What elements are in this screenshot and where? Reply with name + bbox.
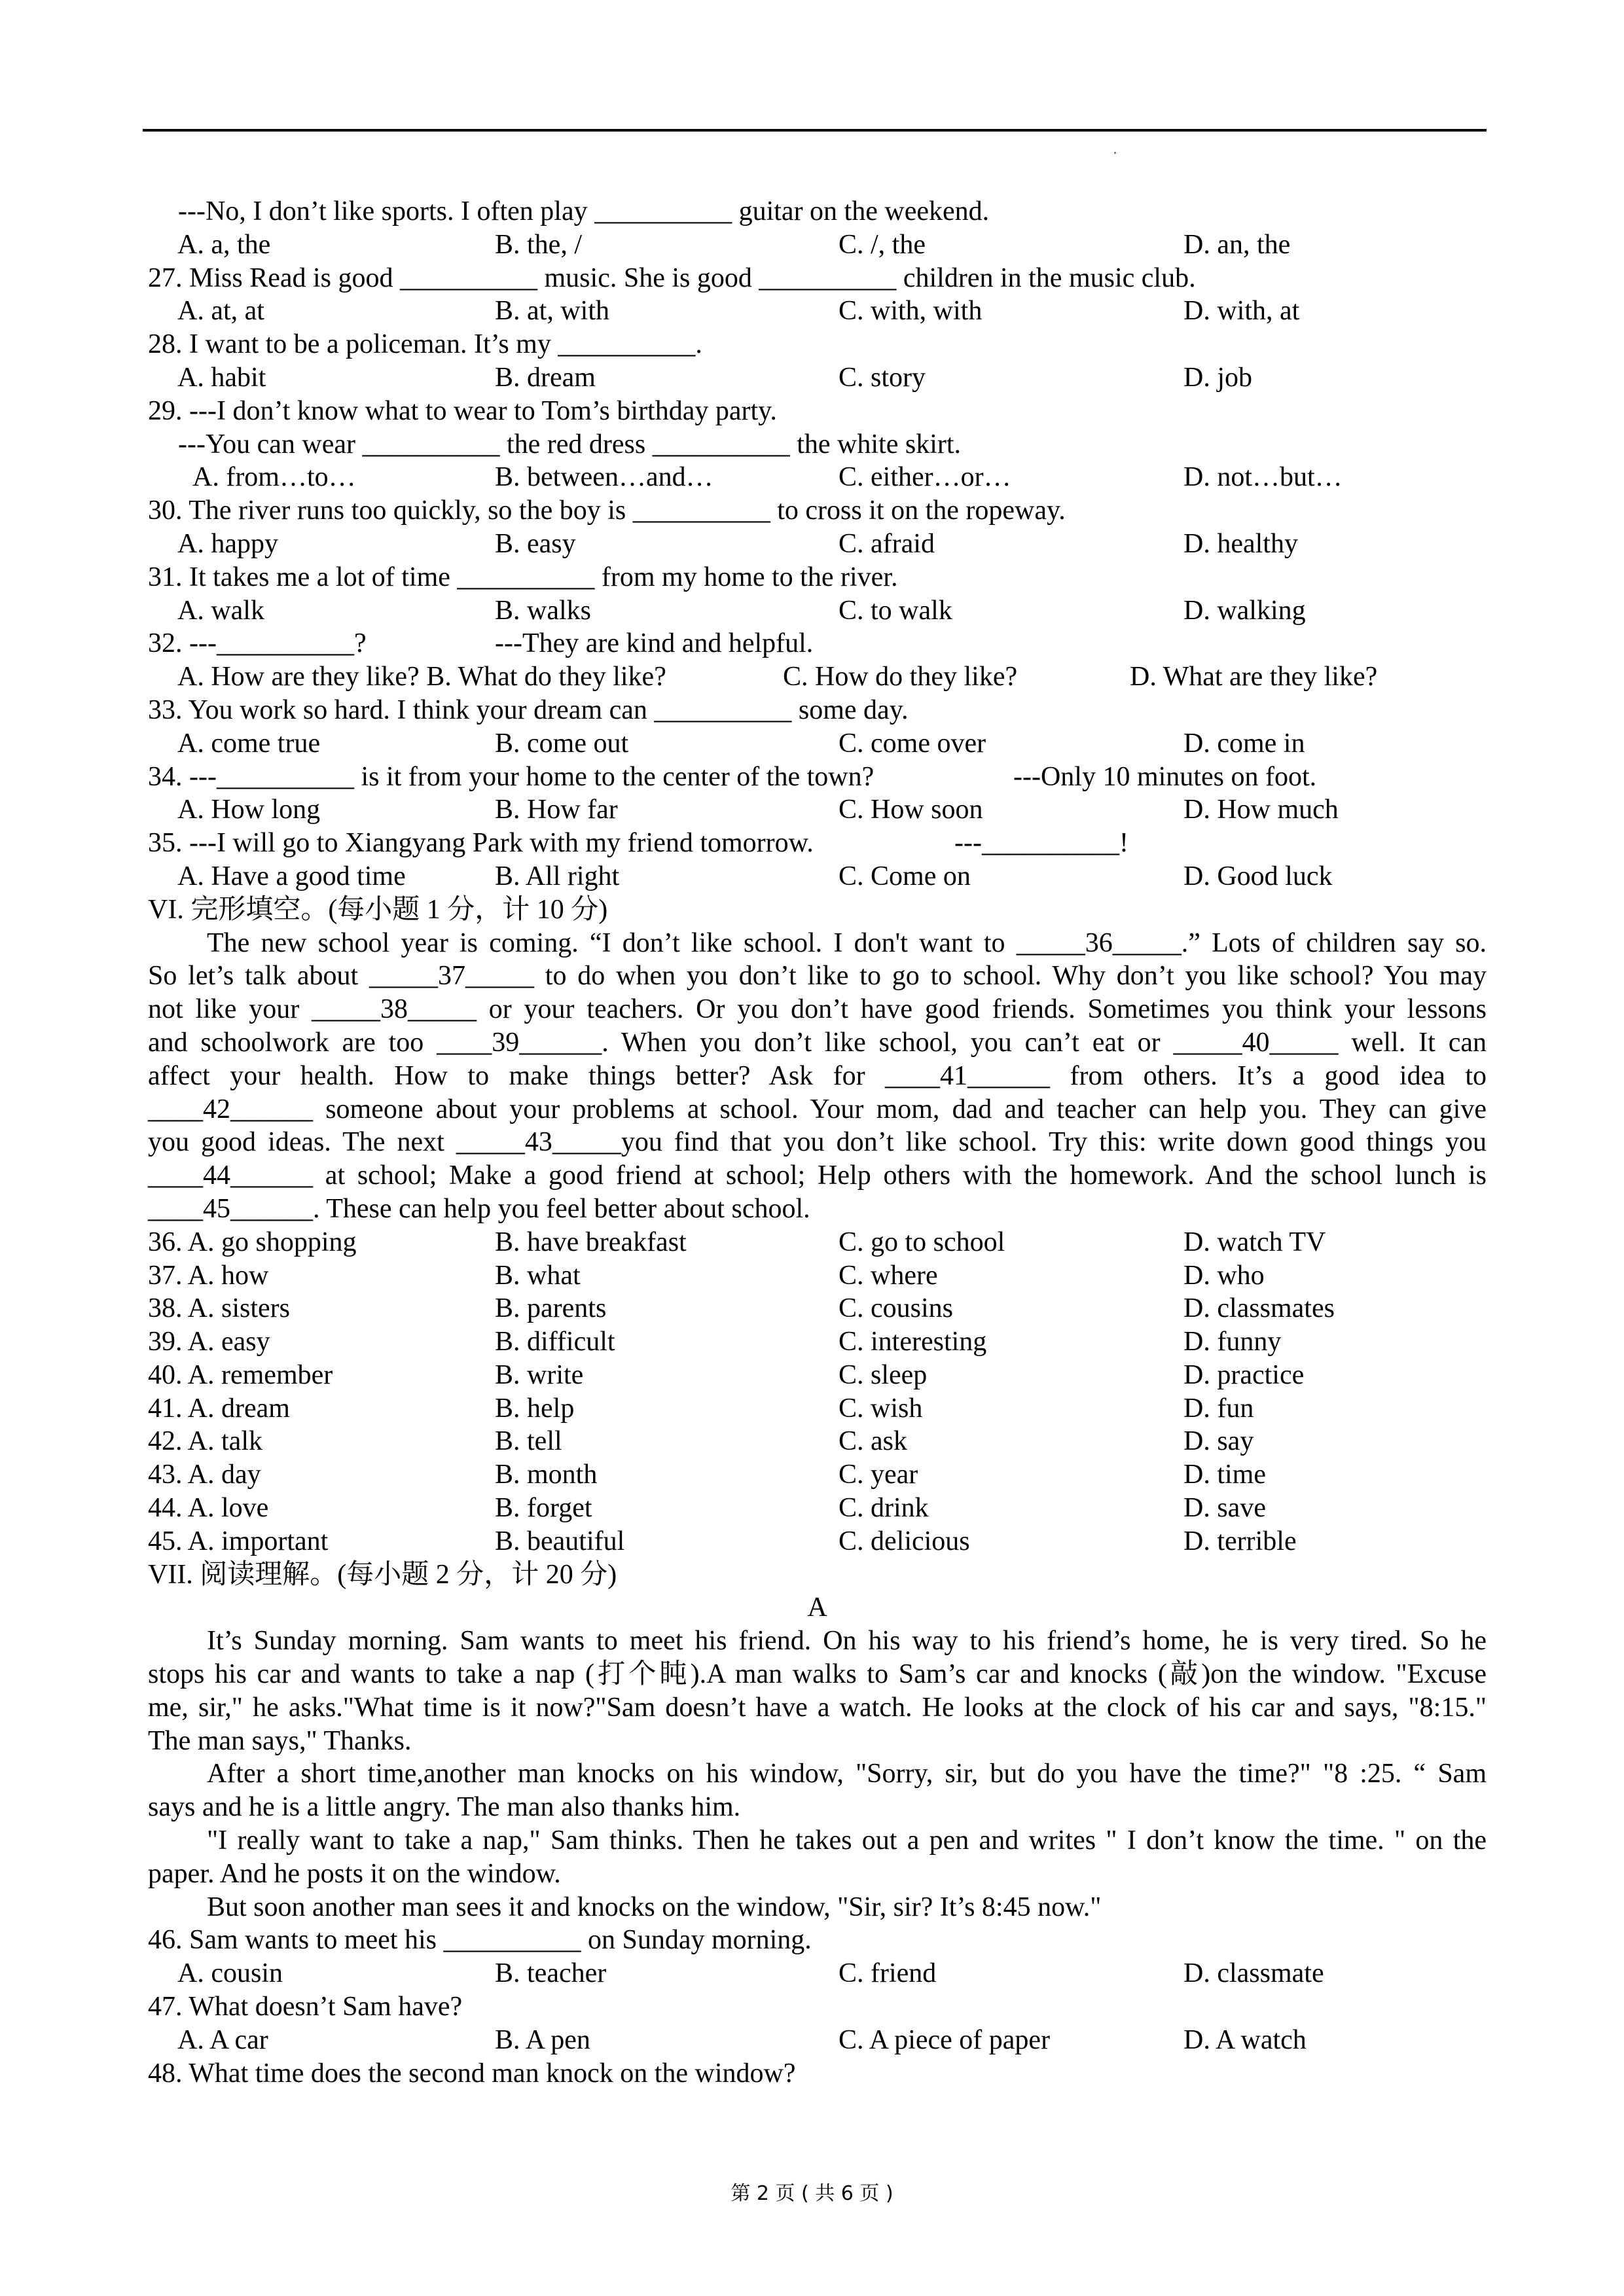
- q37-option-d: D. who: [1183, 1260, 1265, 1291]
- q32-options: [148, 660, 1487, 694]
- q42-option-a: 42. A. talk: [148, 1426, 262, 1457]
- q26-option-c: C. /, the: [839, 229, 926, 260]
- q44-option-c: C. drink: [839, 1493, 929, 1524]
- q31-option-b: B. walks: [495, 595, 591, 626]
- q28-stem: 28. I want to be a policeman. It’s my __________.: [148, 329, 702, 360]
- q46-option-a: A. cousin: [177, 1958, 283, 1989]
- q31-option-c: C. to walk: [839, 595, 952, 626]
- q46-option-b: B. teacher: [495, 1958, 607, 1989]
- q45-option-c: C. delicious: [839, 1526, 970, 1556]
- q30-options: [148, 528, 1487, 561]
- q46-options: [148, 1957, 1487, 1990]
- passage-line: me, sir," he asks."What time is it now?"Sam doesn’t have a watch. He looks at the clock of his car and says, "8:15.": [148, 1692, 1487, 1723]
- q34-option-d: D. How much: [1183, 795, 1339, 825]
- q28-option-c: C. story: [839, 362, 926, 393]
- q40-option-c: C. sleep: [839, 1359, 928, 1390]
- passage-line: says and he is a little angry. The man also thanks him.: [148, 1792, 741, 1823]
- q42-option-c: C. ask: [839, 1426, 907, 1457]
- q34-reply: ---Only 10 minutes on foot.: [1013, 761, 1317, 792]
- passage-line: The man says," Thanks.: [148, 1725, 412, 1756]
- cloze-line: you good ideas. The next _____43_____you find that you don’t like school. Try this: write down good things you: [148, 1127, 1487, 1158]
- q32-reply: ---They are kind and helpful.: [495, 628, 814, 659]
- passage-line: But soon another man sees it and knocks on the window, "Sir, sir? It’s 8:45 now.": [207, 1892, 1102, 1922]
- q43-option-d: D. time: [1183, 1460, 1266, 1490]
- page-content: [148, 195, 1487, 2090]
- q41-option-a: 41. A. dream: [148, 1393, 290, 1424]
- cloze-line: So let’s talk about _____37_____ to do when you don’t like to go to school. Why don’t you like school? You may: [148, 961, 1487, 992]
- q29-options: [148, 461, 1487, 494]
- q35-option-a: A. Have a good time: [177, 861, 406, 891]
- passage-a-label: A: [807, 1592, 827, 1623]
- q43-option-a: 43. A. day: [148, 1460, 261, 1490]
- q29-option-b: B. between…and…: [495, 462, 713, 493]
- q41-option-b: B. help: [495, 1393, 575, 1424]
- q34-line: [148, 761, 1487, 794]
- passage-line: paper. And he posts it on the window.: [148, 1858, 561, 1889]
- q45-option-d: D. terrible: [1183, 1526, 1297, 1556]
- q32-line: [148, 627, 1487, 660]
- cloze-q42: [148, 1425, 1487, 1458]
- q34-option-c: C. How soon: [839, 795, 983, 825]
- q34-stem: 34. ---__________ is it from your home to the center of the town?: [148, 761, 875, 792]
- cloze-passage: [148, 927, 1487, 1226]
- cloze-q43: [148, 1458, 1487, 1492]
- q46-option-c: C. friend: [839, 1958, 937, 1989]
- q27-option-a: A. at, at: [177, 296, 264, 327]
- cloze-line: ____42______ someone about your problems at school. Your mom, dad and teacher can help you. They can give: [148, 1094, 1487, 1124]
- passage-a: [148, 1624, 1487, 1924]
- q33-options: [148, 727, 1487, 761]
- q28-options: [148, 361, 1487, 395]
- q38-option-c: C. cousins: [839, 1293, 954, 1324]
- q47-option-a: A. A car: [177, 2024, 268, 2055]
- cloze-line: ____45______. These can help you feel better about school.: [148, 1193, 810, 1224]
- cloze-q44: [148, 1492, 1487, 1525]
- q31-options: [148, 594, 1487, 628]
- q39-option-c: C. interesting: [839, 1327, 987, 1357]
- q47-stem: 47. What doesn’t Sam have?: [148, 1992, 463, 2022]
- q35-options: [148, 860, 1487, 893]
- q40-option-a: 40. A. remember: [148, 1359, 333, 1390]
- cloze-q45: [148, 1525, 1487, 1558]
- q28-option-a: A. habit: [177, 362, 266, 393]
- q26-option-b: B. the, /: [495, 229, 582, 260]
- q34-options: [148, 793, 1487, 827]
- q26-options: [148, 228, 1487, 262]
- cloze-q37: [148, 1259, 1487, 1293]
- q37-option-a: 37. A. how: [148, 1260, 269, 1291]
- cloze-q38: [148, 1292, 1487, 1325]
- q35-line: [148, 827, 1487, 860]
- q27-option-b: B. at, with: [495, 296, 609, 327]
- q27-stem: 27. Miss Read is good __________ music. She is good __________ children in the music club.: [148, 262, 1196, 293]
- q38-option-b: B. parents: [495, 1293, 607, 1324]
- q44-option-a: 44. A. love: [148, 1493, 269, 1524]
- q39-option-a: 39. A. easy: [148, 1327, 270, 1357]
- q35-stem: 35. ---I will go to Xiangyang Park with my friend tomorrow.: [148, 828, 814, 859]
- q40-option-b: B. write: [495, 1359, 584, 1390]
- q37-option-b: B. what: [495, 1260, 581, 1291]
- q27-option-d: D. with, at: [1183, 296, 1300, 327]
- q36-option-d: D. watch TV: [1183, 1227, 1326, 1257]
- q46-option-d: D. classmate: [1183, 1958, 1324, 1989]
- q30-stem: 30. The river runs too quickly, so the boy is __________ to cross it on the ropeway.: [148, 495, 1066, 526]
- q42-option-b: B. tell: [495, 1426, 562, 1457]
- q45-option-a: 45. A. important: [148, 1526, 329, 1556]
- cloze-line: affect your health. How to make things better? Ask for ____41______ from others. It’s a good idea to: [148, 1060, 1487, 1091]
- page-footer: 第 2 页 ( 共 6 页 ): [731, 2182, 893, 2205]
- q26-reply: ---No, I don’t like sports. I often play __________ guitar on the weekend.: [178, 196, 990, 226]
- q32-option-ab: A. How are they like? B. What do they like?: [177, 662, 666, 692]
- q31-stem: 31. It takes me a lot of time __________ from my home to the river.: [148, 562, 898, 592]
- cloze-line: and schoolwork are too ____39______. When you don’t like school, you can’t eat or _____40_____ well. It can: [148, 1027, 1487, 1058]
- q33-option-b: B. come out: [495, 728, 629, 759]
- q47-option-c: C. A piece of paper: [839, 2024, 1051, 2055]
- cloze-line: not like your _____38_____ or your teachers. Or you don’t have good friends. Sometimes you think your lessons: [148, 994, 1487, 1025]
- q34-option-b: B. How far: [495, 795, 618, 825]
- section-6-title: VI. 完形填空。(每小题 1 分，计 10 分): [148, 894, 608, 925]
- q32-stem: 32. ---__________?: [148, 628, 367, 659]
- q29-option-c: C. either…or…: [839, 462, 1011, 493]
- q27-option-c: C. with, with: [839, 296, 983, 327]
- passage-line: "I really want to take a nap," Sam thinks. Then he takes out a pen and writes " I don’t know the time. " on the: [207, 1825, 1487, 1856]
- q36-option-a: 36. A. go shopping: [148, 1227, 357, 1257]
- q32-option-d: D. What are they like?: [1130, 662, 1378, 692]
- cloze-q40: [148, 1359, 1487, 1392]
- passage-line: stops his car and wants to take a nap (打个盹).A man walks to Sam’s car and knocks (敲)on the window. "Excuse: [148, 1659, 1487, 1690]
- q43-option-c: C. year: [839, 1460, 918, 1490]
- cloze-line: The new school year is coming. “I don’t like school. I don't want to _____36_____.” Lots of children say so.: [207, 927, 1487, 958]
- q46-stem: 46. Sam wants to meet his __________ on Sunday morning.: [148, 1925, 812, 1956]
- q30-option-a: A. happy: [177, 528, 278, 559]
- q36-option-c: C. go to school: [839, 1227, 1005, 1257]
- q35-option-c: C. Come on: [839, 861, 971, 891]
- q47-option-d: D. A watch: [1183, 2024, 1307, 2055]
- q28-option-d: D. job: [1183, 362, 1252, 393]
- q27-options: [148, 295, 1487, 328]
- q31-option-d: D. walking: [1183, 595, 1306, 626]
- cloze-q41: [148, 1392, 1487, 1426]
- q29-option-d: D. not…but…: [1183, 462, 1343, 493]
- q37-option-c: C. where: [839, 1260, 938, 1291]
- q47-option-b: B. A pen: [495, 2024, 590, 2055]
- cloze-q39: [148, 1325, 1487, 1359]
- q42-option-d: D. say: [1183, 1426, 1254, 1457]
- q33-stem: 33. You work so hard. I think your dream can __________ some day.: [148, 694, 909, 725]
- q33-option-a: A. come true: [177, 728, 321, 759]
- q44-option-d: D. save: [1183, 1493, 1266, 1524]
- q30-option-b: B. easy: [495, 528, 576, 559]
- q26-option-d: D. an, the: [1183, 229, 1291, 260]
- q29-reply: ---You can wear __________ the red dress __________ the white skirt.: [178, 429, 962, 459]
- q38-option-d: D. classmates: [1183, 1293, 1335, 1324]
- cloze-questions: [148, 1226, 1487, 1558]
- q28-option-b: B. dream: [495, 362, 596, 393]
- q26-option-a: A. a, the: [177, 229, 271, 260]
- q41-option-c: C. wish: [839, 1393, 923, 1424]
- q43-option-b: B. month: [495, 1460, 598, 1490]
- q34-option-a: A. How long: [177, 795, 321, 825]
- q30-option-c: C. afraid: [839, 528, 935, 559]
- q39-option-d: D. funny: [1183, 1327, 1282, 1357]
- q32-option-c: C. How do they like?: [783, 662, 1018, 692]
- q47-options: [148, 2024, 1487, 2057]
- cloze-q36: [148, 1226, 1487, 1259]
- q38-option-a: 38. A. sisters: [148, 1293, 291, 1324]
- header-rule: [143, 129, 1487, 132]
- q33-option-c: C. come over: [839, 728, 986, 759]
- q33-option-d: D. come in: [1183, 728, 1305, 759]
- q48-stem: 48. What time does the second man knock on the window?: [148, 2058, 796, 2089]
- q41-option-d: D. fun: [1183, 1393, 1254, 1424]
- section-7-title: VII. 阅读理解。(每小题 2 分，计 20 分): [148, 1559, 617, 1590]
- q29-stem: 29. ---I don’t know what to wear to Tom’s birthday party.: [148, 395, 777, 426]
- q29-option-a: A. from…to…: [192, 462, 356, 493]
- scan-dot: [1114, 152, 1116, 154]
- q40-option-d: D. practice: [1183, 1359, 1305, 1390]
- q30-option-d: D. healthy: [1183, 528, 1298, 559]
- q35-option-d: D. Good luck: [1183, 861, 1333, 891]
- q35-option-b: B. All right: [495, 861, 620, 891]
- q39-option-b: B. difficult: [495, 1327, 615, 1357]
- passage-line: It’s Sunday morning. Sam wants to meet his friend. On his way to his friend’s home, he is very tired. So he: [207, 1626, 1487, 1657]
- passage-line: After a short time,another man knocks on his window, "Sorry, sir, but do you have the time?" "8 :25. “ Sam: [207, 1759, 1487, 1789]
- q44-option-b: B. forget: [495, 1493, 592, 1524]
- q36-option-b: B. have breakfast: [495, 1227, 687, 1257]
- q35-reply: ---__________!: [954, 828, 1128, 859]
- q31-option-a: A. walk: [177, 595, 264, 626]
- q45-option-b: B. beautiful: [495, 1526, 625, 1556]
- cloze-line: ____44______ at school; Make a good friend at school; Help others with the homework. And the school lunch is: [148, 1160, 1487, 1191]
